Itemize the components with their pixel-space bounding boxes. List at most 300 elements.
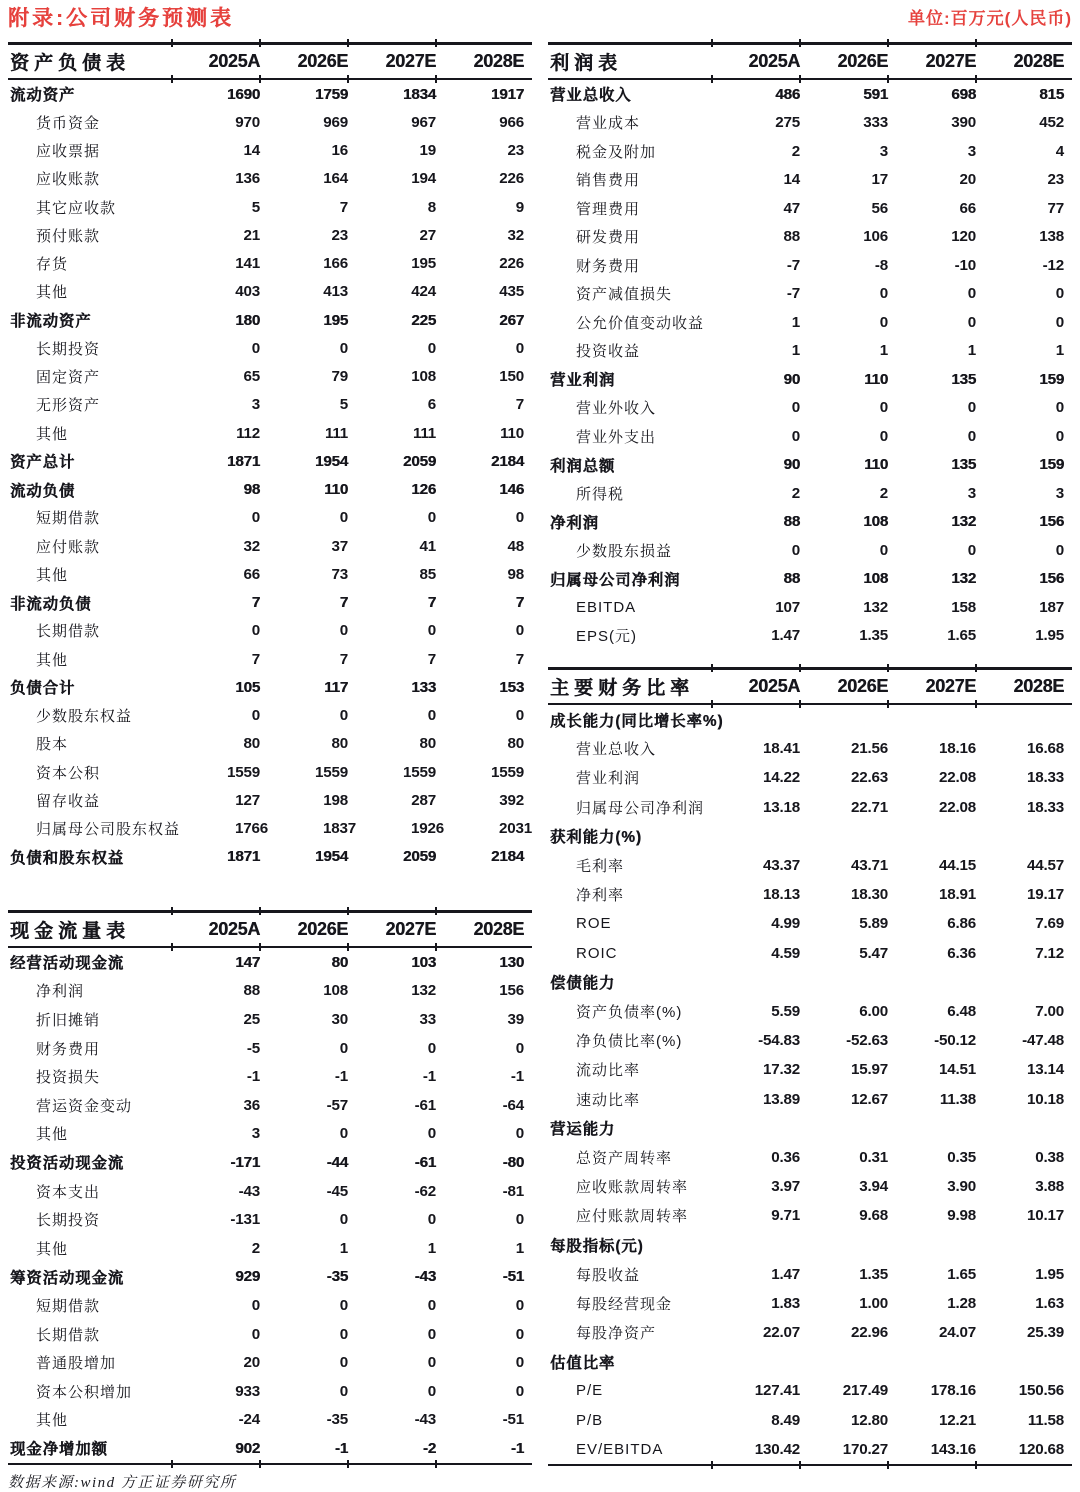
table-row xyxy=(8,786,532,814)
cell-value: 30 xyxy=(331,1010,348,1028)
cell-value: 0 xyxy=(427,707,436,725)
row-label: 偿债能力 xyxy=(550,975,616,993)
table-row xyxy=(548,1055,1072,1084)
table-row xyxy=(548,851,1072,880)
cell-value: 85 xyxy=(419,565,436,583)
cell-value: 7 xyxy=(339,198,348,216)
cell-value: 1559 xyxy=(227,763,260,781)
cell-value: 0 xyxy=(251,509,260,527)
cell-value: 1871 xyxy=(227,848,260,866)
table-row xyxy=(548,822,1072,851)
table-row xyxy=(8,1377,532,1406)
cell-value: 1 xyxy=(791,342,800,360)
row-label: 流动比率 xyxy=(576,1062,641,1080)
cell-value: 275 xyxy=(775,114,800,132)
cell-value: 0 xyxy=(791,399,800,417)
row-label: 长期借款 xyxy=(36,1326,101,1344)
cell-value: 2184 xyxy=(491,848,524,866)
row-label: 应收账款 xyxy=(36,171,101,189)
row-label: 短期借款 xyxy=(36,510,101,528)
table-row xyxy=(8,363,532,391)
cell-value: -81 xyxy=(502,1182,524,1200)
row-label: 负债合计 xyxy=(10,680,76,698)
table-top-rule xyxy=(548,42,1072,45)
table-row xyxy=(548,793,1072,822)
cell-value: 0 xyxy=(967,399,976,417)
cell-value: 143.16 xyxy=(930,1440,976,1458)
cell-value: 4 xyxy=(1055,142,1064,160)
cell-value: 22.08 xyxy=(938,798,976,816)
cell-value: 44.57 xyxy=(1026,857,1064,875)
right-column xyxy=(548,6,1072,1492)
table-row xyxy=(8,334,532,362)
table-row xyxy=(8,1320,532,1349)
cell-value: 156 xyxy=(499,982,524,1000)
row-label: 长期投资 xyxy=(36,340,101,358)
table-row xyxy=(8,815,532,843)
cell-value: 138 xyxy=(1039,228,1064,246)
cell-value: 65 xyxy=(243,368,260,386)
row-label: 每股指标(元) xyxy=(550,1237,644,1255)
cell-value: 11.38 xyxy=(939,1090,976,1108)
cell-value: 0 xyxy=(339,1382,348,1400)
cell-value: 110 xyxy=(324,481,348,499)
table-name: 利润表 xyxy=(550,52,623,74)
cell-value: 0 xyxy=(967,313,976,331)
cell-value: 48 xyxy=(507,537,524,555)
cell-value: 0.38 xyxy=(1035,1148,1064,1166)
cell-value: 226 xyxy=(499,170,524,188)
cell-value: 0 xyxy=(251,1296,260,1314)
cell-value: 1.63 xyxy=(1035,1294,1064,1312)
cell-value: 3.88 xyxy=(1035,1178,1064,1196)
column-header-2026e: 2026E xyxy=(297,50,348,71)
table-row xyxy=(8,80,532,108)
table-row xyxy=(8,589,532,617)
row-label: 非流动负债 xyxy=(10,595,92,613)
column-header-2025a: 2025A xyxy=(748,50,800,71)
row-label: 其他 xyxy=(36,1126,69,1144)
table-row xyxy=(548,194,1072,223)
column-header-2027e: 2027E xyxy=(925,50,976,71)
cell-value: 0 xyxy=(339,1125,348,1143)
row-label: 营业外支出 xyxy=(576,428,657,446)
row-label: 流动资产 xyxy=(10,87,76,105)
table-row xyxy=(548,1172,1072,1201)
row-label: 筹资活动现金流 xyxy=(10,1269,125,1287)
cell-value: 0 xyxy=(339,1039,348,1057)
column-header-2028e: 2028E xyxy=(1013,675,1064,696)
cell-value: 0 xyxy=(339,1296,348,1314)
cell-value: 7 xyxy=(251,650,260,668)
cell-value: 1 xyxy=(1055,342,1064,360)
column-header-2027e: 2027E xyxy=(385,50,436,71)
row-label: 资产减值损失 xyxy=(576,286,673,304)
cell-value: 902 xyxy=(235,1439,260,1457)
table-row xyxy=(8,560,532,588)
table-row xyxy=(548,1260,1072,1289)
table-row xyxy=(548,308,1072,337)
cell-value: 187 xyxy=(1039,598,1064,616)
cell-value: 0 xyxy=(791,541,800,559)
table-row xyxy=(548,1084,1072,1113)
key-ratios-body xyxy=(548,705,1072,1464)
key-ratios-header xyxy=(548,670,1072,703)
row-label: 营业成本 xyxy=(576,115,641,133)
table-row xyxy=(8,1234,532,1263)
cell-value: 13.14 xyxy=(1026,1061,1064,1079)
cell-value: 56 xyxy=(871,199,888,217)
cell-value: 110 xyxy=(864,370,888,388)
cell-value: 156 xyxy=(1039,513,1064,531)
cell-value: -1 xyxy=(422,1068,436,1086)
table-row xyxy=(548,1143,1072,1172)
cell-value: 1.65 xyxy=(947,627,976,645)
cash-flow-header xyxy=(8,913,532,946)
table-row xyxy=(8,165,532,193)
cell-value: 403 xyxy=(235,283,260,301)
cell-value: -51 xyxy=(502,1411,524,1429)
cell-value: -62 xyxy=(414,1182,436,1200)
cell-value: 90 xyxy=(783,370,800,388)
cell-value: 929 xyxy=(235,1268,260,1286)
row-label: 归属母公司股东权益 xyxy=(36,821,181,839)
table-row xyxy=(8,758,532,786)
cell-value: 698 xyxy=(951,85,976,103)
table-row xyxy=(8,1406,532,1435)
cell-value: 180 xyxy=(235,311,260,329)
cell-value: 8 xyxy=(427,198,436,216)
row-label: 归属母公司净利润 xyxy=(576,799,705,817)
cell-value: 933 xyxy=(235,1382,260,1400)
table-row xyxy=(548,508,1072,537)
cell-value: 12.80 xyxy=(850,1411,888,1429)
header-bottom-rule xyxy=(548,703,1072,706)
cell-value: 22.96 xyxy=(850,1324,888,1342)
table-row xyxy=(8,1120,532,1149)
table-row xyxy=(8,948,532,977)
cell-value: 150 xyxy=(499,368,524,386)
cell-value: 7 xyxy=(251,594,260,612)
cell-value: 111 xyxy=(412,424,436,442)
cell-value: 33 xyxy=(419,1010,436,1028)
table-name: 资产负债表 xyxy=(10,52,131,74)
table-row xyxy=(548,337,1072,366)
cell-value: 120.68 xyxy=(1018,1440,1064,1458)
cell-value: 7.69 xyxy=(1035,915,1064,933)
cell-value: 170.27 xyxy=(842,1440,888,1458)
row-label: 营业外收入 xyxy=(576,400,657,418)
cell-value: 0 xyxy=(427,1125,436,1143)
cell-value: 0.36 xyxy=(771,1148,800,1166)
cell-value: 0 xyxy=(339,707,348,725)
cell-value: 967 xyxy=(411,113,436,131)
cell-value: 164 xyxy=(323,170,348,188)
row-label: 股本 xyxy=(36,736,69,754)
cell-value: 0 xyxy=(879,313,888,331)
cell-value: 150.56 xyxy=(1018,1382,1064,1400)
cell-value: -35 xyxy=(326,1268,348,1286)
cell-value: 6.48 xyxy=(947,1002,976,1020)
row-label: 管理费用 xyxy=(576,200,641,218)
cell-value: 1 xyxy=(967,342,976,360)
cell-value: 0 xyxy=(515,509,524,527)
cell-value: 132 xyxy=(951,570,976,588)
column-header-2026e: 2026E xyxy=(837,50,888,71)
cell-value: 0 xyxy=(515,1354,524,1372)
table-row xyxy=(548,997,1072,1026)
cell-value: 0 xyxy=(879,285,888,303)
column-header-2026e: 2026E xyxy=(837,675,888,696)
table-top-rule xyxy=(8,42,532,45)
cell-value: 1.83 xyxy=(771,1294,800,1312)
row-label: 少数股东损益 xyxy=(576,542,673,560)
row-label: 折旧摊销 xyxy=(36,1011,101,1029)
cell-value: 5 xyxy=(339,396,348,414)
cell-value: 3 xyxy=(1055,484,1064,502)
cell-value: 136 xyxy=(235,170,260,188)
cell-value: 9 xyxy=(515,198,524,216)
cell-value: 969 xyxy=(323,113,348,131)
cell-value: 153 xyxy=(499,678,524,696)
row-label: 无形资产 xyxy=(36,397,101,415)
cell-value: 17 xyxy=(871,171,888,189)
cell-value: 132 xyxy=(951,513,976,531)
table-row xyxy=(548,734,1072,763)
row-label: 其他 xyxy=(36,566,69,584)
table-row xyxy=(548,1026,1072,1055)
cell-value: 18.30 xyxy=(850,886,888,904)
cell-value: 7.00 xyxy=(1035,1002,1064,1020)
table-row xyxy=(548,1201,1072,1230)
row-label: 研发费用 xyxy=(576,229,641,247)
cell-value: 14.51 xyxy=(938,1061,976,1079)
cell-value: 12.21 xyxy=(938,1411,976,1429)
cell-value: 0 xyxy=(339,1354,348,1372)
cell-value: 0 xyxy=(515,1382,524,1400)
cell-value: 0 xyxy=(879,427,888,445)
cell-value: 1837 xyxy=(323,820,357,838)
cell-value: -43 xyxy=(414,1268,436,1286)
cell-value: 1 xyxy=(339,1239,348,1257)
table-row xyxy=(8,193,532,221)
header-bottom-rule xyxy=(548,78,1072,81)
cell-value: 0 xyxy=(1055,427,1064,445)
cell-value: 36 xyxy=(243,1096,260,1114)
cell-value: 20 xyxy=(959,171,976,189)
table-row xyxy=(8,617,532,645)
cell-value: 0 xyxy=(427,1211,436,1229)
cell-value: 194 xyxy=(411,170,436,188)
row-label: 少数股东权益 xyxy=(36,708,133,726)
cell-value: 23 xyxy=(1047,171,1064,189)
cell-value: -1 xyxy=(510,1068,524,1086)
cell-value: 1766 xyxy=(235,820,269,838)
table-row xyxy=(8,221,532,249)
cell-value: 287 xyxy=(411,791,436,809)
cell-value: 6.36 xyxy=(947,944,976,962)
table-row xyxy=(8,1091,532,1120)
cell-value: -5 xyxy=(246,1039,260,1057)
cell-value: -1 xyxy=(510,1439,524,1457)
cell-value: 0 xyxy=(339,509,348,527)
row-label: 其他 xyxy=(36,1240,69,1258)
row-label: 应收票据 xyxy=(36,143,101,161)
cell-value: 0 xyxy=(339,1211,348,1229)
cell-value: 1559 xyxy=(315,763,348,781)
cell-value: 9.68 xyxy=(859,1207,888,1225)
cell-value: 11.58 xyxy=(1027,1411,1064,1429)
row-label: 投资收益 xyxy=(576,343,641,361)
table-row xyxy=(8,1062,532,1091)
cell-value: 16 xyxy=(331,142,348,160)
row-label: 资本公积 xyxy=(36,764,101,782)
cell-value: 390 xyxy=(951,114,976,132)
row-label: 其他 xyxy=(36,284,69,302)
cell-value: 0 xyxy=(967,427,976,445)
cell-value: 158 xyxy=(951,598,976,616)
table-row xyxy=(8,843,532,871)
table-row xyxy=(8,447,532,475)
cell-value: 0 xyxy=(427,509,436,527)
cell-value: 0 xyxy=(427,1325,436,1343)
cell-value: 198 xyxy=(323,791,348,809)
cell-value: 23 xyxy=(507,142,524,160)
table-row xyxy=(548,593,1072,622)
row-label: 资本公积增加 xyxy=(36,1383,133,1401)
cell-value: 27 xyxy=(419,226,436,244)
cell-value: 0 xyxy=(427,622,436,640)
cash-flow-table xyxy=(8,910,532,1465)
left-column xyxy=(8,6,532,1492)
cell-value: 22.63 xyxy=(850,769,888,787)
row-label: 速动比率 xyxy=(576,1091,641,1109)
cell-value: 1.47 xyxy=(771,1265,800,1283)
cell-value: 0 xyxy=(251,622,260,640)
cell-value: 5.59 xyxy=(771,1002,800,1020)
cell-value: -35 xyxy=(326,1411,348,1429)
table-row xyxy=(8,730,532,758)
table-row xyxy=(8,391,532,419)
table-row xyxy=(548,1435,1072,1464)
cell-value: 32 xyxy=(507,226,524,244)
cell-value: 159 xyxy=(1039,456,1064,474)
cell-value: 23 xyxy=(331,226,348,244)
cell-value: -43 xyxy=(414,1411,436,1429)
cell-value: 0 xyxy=(515,1325,524,1343)
cell-value: -2 xyxy=(422,1439,436,1457)
table-row xyxy=(548,1230,1072,1259)
cell-value: 435 xyxy=(499,283,524,301)
cell-value: -80 xyxy=(502,1153,524,1171)
row-label: 公允价值变动收益 xyxy=(576,314,705,332)
cell-value: 22.71 xyxy=(850,798,888,816)
cell-value: 10.18 xyxy=(1026,1090,1064,1108)
cell-value: 225 xyxy=(411,311,436,329)
cell-value: 3.97 xyxy=(771,1178,800,1196)
cell-value: 24.07 xyxy=(938,1324,976,1342)
cell-value: 0 xyxy=(251,1325,260,1343)
row-label: 营运资金变动 xyxy=(36,1097,133,1115)
table-row xyxy=(548,565,1072,594)
column-header-2027e: 2027E xyxy=(925,675,976,696)
cell-value: 135 xyxy=(951,456,976,474)
row-label: 营运能力 xyxy=(550,1121,616,1139)
cell-value: -1 xyxy=(334,1439,348,1457)
table-row xyxy=(8,1434,532,1463)
table-row xyxy=(548,1318,1072,1347)
row-label: 营业利润 xyxy=(576,770,641,788)
cell-value: 5.47 xyxy=(859,944,888,962)
column-header-2028e: 2028E xyxy=(473,50,524,71)
cell-value: 135 xyxy=(951,370,976,388)
cell-value: 37 xyxy=(331,537,348,555)
cell-value: 1.35 xyxy=(859,1265,888,1283)
cell-value: 0 xyxy=(1055,399,1064,417)
cell-value: 18.33 xyxy=(1026,769,1064,787)
cell-value: 1.35 xyxy=(859,627,888,645)
cell-value: -8 xyxy=(874,256,888,274)
table-name: 主要财务比率 xyxy=(550,677,695,699)
cell-value: 80 xyxy=(243,735,260,753)
cell-value: -51 xyxy=(502,1268,524,1286)
cell-value: 1954 xyxy=(315,452,348,470)
cell-value: 44.15 xyxy=(938,857,976,875)
income-statement-header xyxy=(548,45,1072,78)
row-label: 每股经营现金 xyxy=(576,1295,673,1313)
cell-value: 43.37 xyxy=(762,857,800,875)
cell-value: 0 xyxy=(427,1039,436,1057)
cell-value: 0.31 xyxy=(859,1148,888,1166)
cell-value: 0 xyxy=(427,339,436,357)
cell-value: 1.00 xyxy=(859,1294,888,1312)
cell-value: 43.71 xyxy=(850,857,888,875)
income-statement-body xyxy=(548,80,1072,650)
cell-value: 66 xyxy=(243,565,260,583)
cell-value: 7 xyxy=(339,594,348,612)
cell-value: 0 xyxy=(515,1125,524,1143)
table-row xyxy=(548,451,1072,480)
cell-value: 13.18 xyxy=(762,798,800,816)
cell-value: 77 xyxy=(1047,199,1064,217)
table-row xyxy=(8,1291,532,1320)
cell-value: 18.91 xyxy=(938,886,976,904)
cell-value: 591 xyxy=(863,85,888,103)
row-label: P/E xyxy=(576,1382,604,1400)
table-row xyxy=(548,1114,1072,1143)
cell-value: 3.94 xyxy=(859,1178,888,1196)
cell-value: 6.86 xyxy=(947,915,976,933)
cell-value: 147 xyxy=(235,953,260,971)
cell-value: -24 xyxy=(238,1411,260,1429)
row-label: 负债和股东权益 xyxy=(10,849,125,867)
cell-value: 117 xyxy=(324,678,348,696)
cell-value: 15.97 xyxy=(850,1061,888,1079)
table-row xyxy=(8,532,532,560)
cell-value: 3 xyxy=(879,142,888,160)
column-header-2028e: 2028E xyxy=(473,918,524,939)
row-label: 营业利润 xyxy=(550,372,616,390)
table-row xyxy=(548,422,1072,451)
cell-value: 130.42 xyxy=(754,1440,800,1458)
cell-value: 1.28 xyxy=(947,1294,976,1312)
cell-value: 10.17 xyxy=(1026,1207,1064,1225)
cell-value: -50.12 xyxy=(934,1032,976,1050)
cell-value: 88 xyxy=(783,513,800,531)
income-statement-table xyxy=(548,42,1072,650)
cell-value: 127.41 xyxy=(754,1382,800,1400)
cell-value: 107 xyxy=(775,598,800,616)
